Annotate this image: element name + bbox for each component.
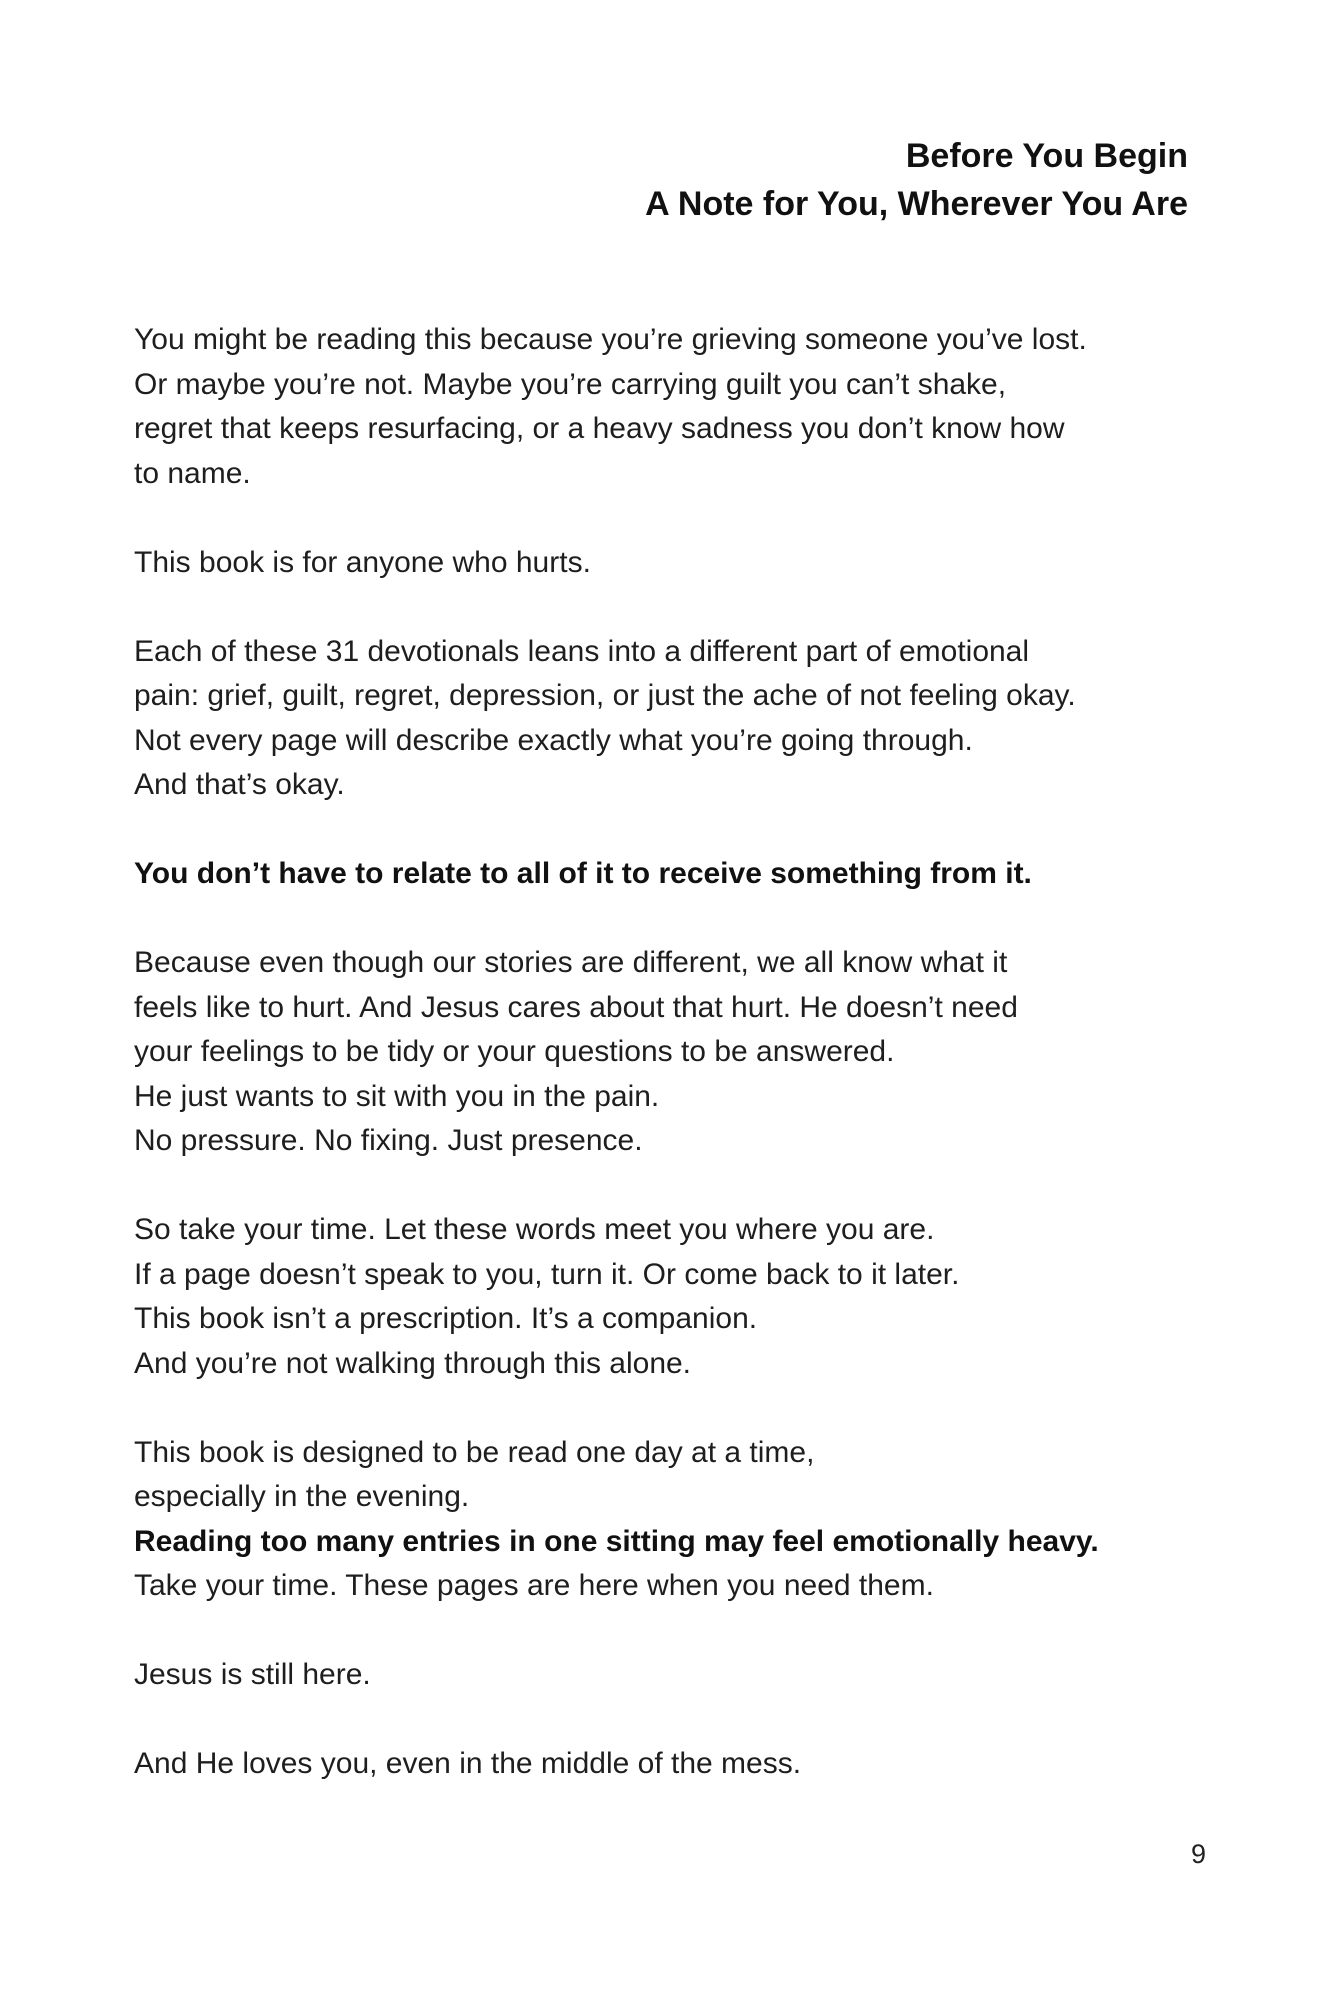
paragraph (134, 1653, 1194, 1698)
text-line: So take your time. Let these words meet you where you are. (134, 1213, 935, 1246)
text-line: especially in the evening. (134, 1480, 470, 1513)
text-line: This book isn’t a prescription. It’s a companion. (134, 1302, 758, 1335)
text-line: feels like to hurt. And Jesus cares about that hurt. He doesn’t need (134, 990, 1018, 1024)
body-text (134, 318, 1194, 1787)
section-heading (645, 132, 1188, 228)
text-line: He just wants to sit with you in the pain. (134, 1079, 660, 1113)
text-line: And you’re not walking through this alone. (134, 1346, 692, 1380)
text-line: regret that keeps resurfacing, or a heavy sadness you don’t know how (134, 412, 1065, 445)
heading-title: Before You Begin (905, 137, 1188, 175)
paragraph (134, 852, 1194, 897)
paragraph (134, 630, 1194, 808)
page-number: 9 (1190, 1839, 1206, 1869)
paragraph (134, 941, 1194, 1164)
heading-subtitle: A Note for You, Wherever You Are (645, 185, 1188, 223)
emphasized-text-line: Reading too many entries in one sitting may feel emotionally heavy. (134, 1524, 1099, 1558)
text-line: your feelings to be tidy or your questions to be answered. (134, 1035, 895, 1068)
paragraph (134, 1742, 1194, 1787)
text-line: Because even though our stories are different, we all know what it (134, 946, 1008, 979)
text-line: Take your time. These pages are here when you need them. (134, 1569, 934, 1602)
text-line: This book is designed to be read one day at a time, (134, 1435, 815, 1469)
text-line: Or maybe you’re not. Maybe you’re carrying guilt you can’t shake, (134, 367, 1007, 401)
text-line: If a page doesn’t speak to you, turn it. Or come back to it later. (134, 1257, 960, 1291)
text-line: No pressure. No fixing. Just presence. (134, 1124, 643, 1157)
text-line: You might be reading this because you’re grieving someone you’ve lost. (134, 323, 1087, 356)
paragraph (134, 1208, 1194, 1386)
text-line: pain: grief, guilt, regret, depression, or just the ache of not feeling okay. (134, 679, 1076, 712)
text-line: Each of these 31 devotionals leans into a different part of emotional (134, 634, 1030, 668)
text-line: Not every page will describe exactly what you’re going through. (134, 723, 973, 757)
text-line: Jesus is still here. (134, 1658, 371, 1691)
paragraph (134, 541, 1194, 586)
paragraph (134, 1431, 1194, 1609)
text-line: to name. (134, 456, 251, 490)
text-line: And He loves you, even in the middle of the mess. (134, 1747, 802, 1780)
text-line: And that’s okay. (134, 768, 345, 801)
paragraph (134, 318, 1194, 496)
emphasized-text-line: You don’t have to relate to all of it to receive something from it. (134, 857, 1032, 890)
text-line: This book is for anyone who hurts. (134, 545, 591, 579)
